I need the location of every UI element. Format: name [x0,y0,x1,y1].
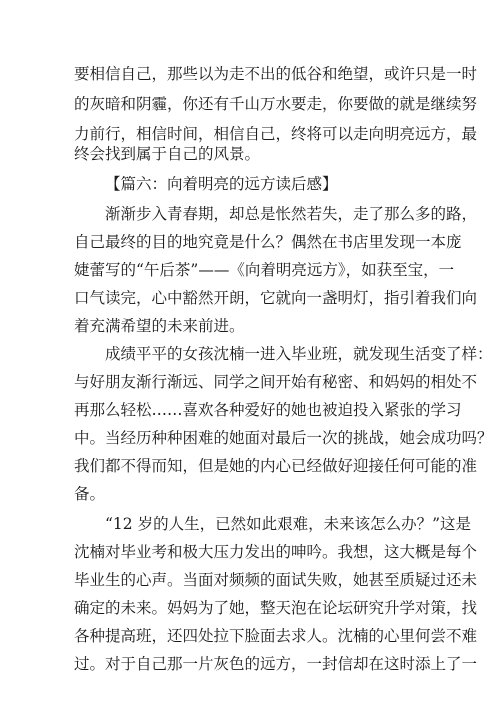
text-line: 口气读完，心中豁然开朗，它就向一盏明灯，指引着我们向 [74,289,478,307]
text-line: 沈楠对毕业考和极大压力发出的呻吟。我想，这大概是每个 [74,543,478,561]
text-line: 再那么轻松……喜欢各种爱好的她也被迫投入紧张的学习 [74,401,462,419]
text-line: 我们都不得而知，但是她的内心已经做好迎接任何可能的准 [74,457,478,475]
text-line: 备。 [74,485,106,503]
text-line: 各种提高班，还四处拉下脸面去求人。沈楠的心里何尝不难 [74,627,478,645]
text-line: 自己最终的目的地究竟是什么？偶然在书店里发现一本庞 [74,233,462,251]
text-line: 成绩平平的女孩沈楠一进入毕业班，就发现生活变了样： [105,345,493,363]
text-line: 中。当经历种种困难的她面对最后一次的挑战，她会成功吗？ [74,429,493,447]
text-line: 要相信自己，那些以为走不出的低谷和绝望，或许只是一时 [74,65,478,83]
text-line: 过。对于自己那一片灰色的远方，一封信却在这时添上了一 [74,655,478,673]
text-line: “12 岁的人生，已然如此艰难，未来该怎么办？”这是 [105,515,471,533]
text-line: 与好朋友渐行渐远、同学之间开始有秘密、和妈妈的相处不 [74,373,478,391]
text-line: 渐渐步入青春期，却总是怅然若失，走了那么多的路， [105,205,478,223]
text-line: 着充满希望的未来前进。 [74,317,245,335]
text-line: 确定的未来。妈妈为了她，整天泡在论坛研究升学对策，找 [74,599,478,617]
section-heading: 【篇六：向着明亮的远方读后感】 [105,175,338,193]
text-line: 终会找到属于自己的风景。 [74,145,261,163]
text-line: 的灰暗和阴霾，你还有千山万水要走，你要做的就是继续努 [74,95,478,113]
text-line: 毕业生的心声。当面对频频的面试失败，她甚至质疑过还未 [74,571,478,589]
text-line: 婕蕾写的“午后茶”——《向着明亮远方》，如获至宝，一 [74,261,455,279]
text-line: 力前行，相信时间，相信自己，终将可以走向明亮远方，最 [74,125,478,143]
